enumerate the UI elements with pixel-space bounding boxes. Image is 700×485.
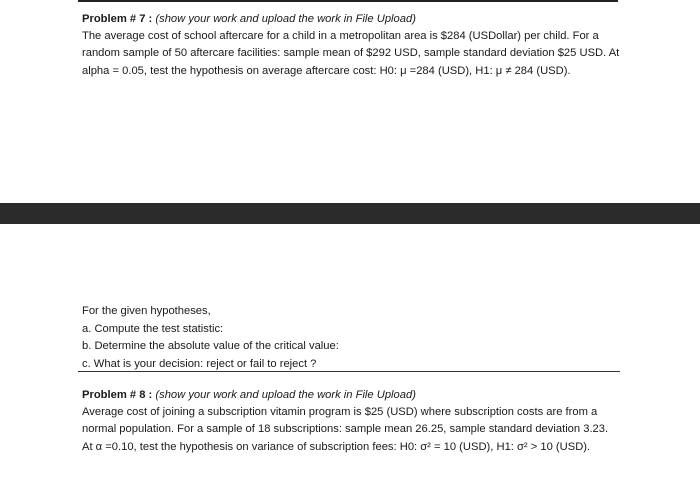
questions-intro: For the given hypotheses, bbox=[82, 305, 211, 317]
questions-list bbox=[82, 303, 620, 373]
problem-7-h0: H0: μ =284 (USD), bbox=[379, 64, 473, 77]
problem-8-note: (show your work and upload the work in File Upload) bbox=[155, 389, 416, 401]
question-a: a. Compute the test statistic: bbox=[82, 322, 224, 335]
question-c: c. What is your decision: reject or fail to reject ? bbox=[82, 357, 317, 370]
problem-8-h0: H0: σ² = 10 (USD), bbox=[399, 440, 494, 453]
problem-8 bbox=[82, 387, 620, 456]
problem-7-h1: H1: μ ≠ 284 (USD). bbox=[475, 64, 571, 77]
problem-7-heading bbox=[82, 11, 620, 28]
problem-8-body bbox=[82, 404, 620, 456]
problem-7-title: Problem # 7 : bbox=[82, 13, 153, 25]
problem-8-title: Problem # 8 : bbox=[82, 389, 153, 401]
problem-7-statement: The average cost of school aftercare for a child in a metropolitan area is $284 (USDollar) per child. For a random sample of 50 aftercare facilities: sample mean of $292 USD, sample standard deviation $25 USD. At alpha = 0.05, test the hypothesis on average aftercare cost: bbox=[82, 30, 620, 77]
problem-7 bbox=[82, 11, 620, 80]
page-separator-band bbox=[0, 203, 700, 224]
problem-7-body bbox=[82, 28, 620, 80]
question-b: b. Determine the absolute value of the critical value: bbox=[82, 340, 339, 353]
problem-7-note: (show your work and upload the work in File Upload) bbox=[155, 13, 416, 25]
problem-8-h1: H1: σ² > 10 (USD). bbox=[496, 440, 591, 453]
problem-8-heading bbox=[82, 387, 620, 404]
section-divider bbox=[78, 371, 620, 372]
problem-8-statement: Average cost of joining a subscription vitamin program is $25 (USD) where subscription costs are from a normal population. For a sample of 18 subscriptions: sample mean 26.25, sample standard deviation 3.23. At α =0.10, test the hypothesis on variance of subscription fees: bbox=[82, 406, 609, 453]
top-divider bbox=[78, 0, 618, 2]
